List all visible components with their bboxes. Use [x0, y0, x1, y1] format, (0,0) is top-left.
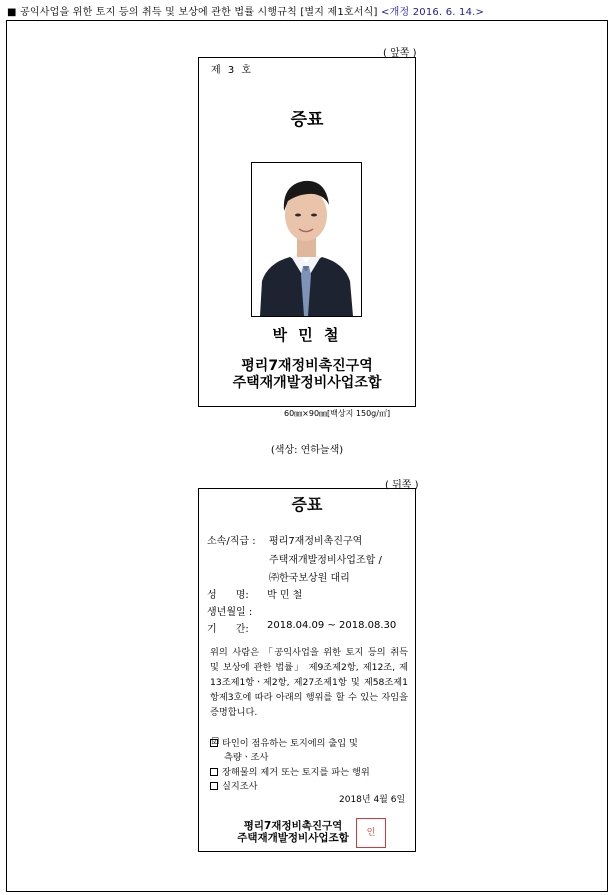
name-value: 박 민 철	[267, 590, 303, 601]
card-size-note: 60㎜×90㎜[백상지 150g/㎡]	[284, 409, 391, 418]
checkbox-icon	[210, 782, 218, 790]
card-title: 증표	[290, 110, 324, 130]
checklist-item-entry-line1: 타인이 점유하는 토지에의 출입 및	[222, 738, 358, 749]
seal-stamp: 인	[356, 818, 386, 848]
card-color-note: (색상: 연하늘색)	[270, 445, 344, 456]
affiliation-line-3: ㈜한국보상원 대리	[269, 573, 350, 584]
back-side-label: ( 뒤쪽 )	[385, 480, 419, 491]
checkbox-icon	[210, 768, 218, 776]
org-line-1: 평리7재정비촉진구역	[241, 358, 373, 374]
issuer-line-1: 평리7재정비촉진구역	[243, 820, 343, 832]
form-header	[7, 3, 484, 18]
birthdate-label: 생년월일 :	[207, 607, 253, 618]
holder-name: 박 민 철	[272, 326, 342, 344]
affiliation-line-2: 주택재개발정비사업조합 /	[269, 555, 382, 566]
issuer-line-2: 주택재개발정비사업조합	[237, 832, 349, 844]
portrait-image	[252, 163, 361, 316]
form-header-text: ■ 공익사업을 위한 토지 등의 취득 및 보상에 관한 법률 시행규칙 [별지 제1호서식]	[7, 7, 378, 18]
front-side-label: ( 앞쪽 )	[383, 48, 417, 59]
checked-box-icon: ☑	[211, 737, 220, 747]
checklist-item-survey-label: 실지조사	[222, 781, 258, 792]
checklist-item-entry-line2: 측량ㆍ조사	[224, 752, 269, 763]
checklist-item-obstacle-label: 장해물의 제거 또는 토지를 파는 행위	[222, 767, 370, 778]
affiliation-label: 소속/직급 :	[207, 536, 256, 547]
id-card-front	[198, 57, 416, 407]
issue-date: 2018년 4월 6일	[339, 795, 406, 805]
name-label: 성 명:	[207, 590, 249, 601]
back-title: 증표	[291, 495, 323, 514]
period-label: 기 간:	[207, 624, 249, 635]
revision-note: <개정 2016. 6. 14.>	[381, 7, 485, 18]
certification-paragraph: 위의 사람은 「공익사업을 위한 토지 등의 취득 및 보상에 관한 법률」 제9조제2항, 제12조, 제13조제1항ㆍ제2항, 제27조제1항 및 제58조제1항제3호에 따라 아래의 행위를 할 수 있는 자임을 증명합니다.	[210, 647, 408, 718]
checklist-item-survey	[210, 778, 258, 792]
period-value: 2018.04.09 ~ 2018.08.30	[267, 620, 397, 631]
issuer-name	[223, 820, 363, 844]
checklist-item-obstacle	[210, 764, 370, 778]
card-number: 제 3 호	[211, 65, 254, 76]
id-card-back	[198, 488, 416, 852]
checklist-item-entry	[210, 735, 358, 749]
org-line-2: 주택재개발정비사업조합	[232, 375, 382, 391]
holder-photo	[251, 162, 362, 317]
issuing-organization	[199, 358, 415, 392]
affiliation-line-1: 평리7재정비촉진구역	[269, 536, 363, 547]
